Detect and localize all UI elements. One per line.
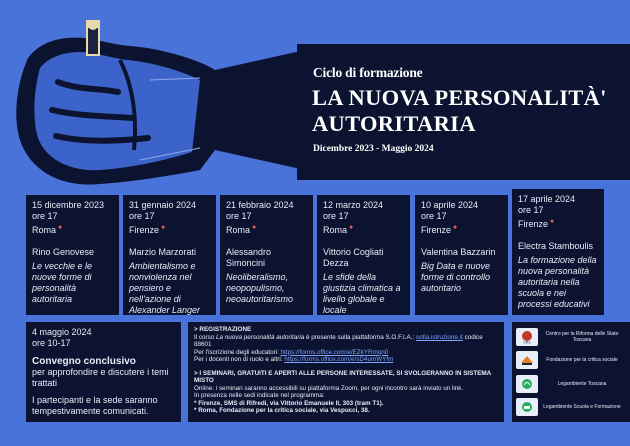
partner-logo-item (516, 372, 626, 396)
location-dot-icon: ● (349, 224, 354, 231)
convegno-desc: per approfondire e discutere i temi trattati (32, 367, 169, 388)
seminari-online: Online: i seminari saranno accessibili su piattaforma Zoom, per ogni incontro sarà inviato un link. (194, 384, 464, 392)
session-speaker: Electra Stamboulis (518, 241, 594, 251)
session-time: ore 17 (226, 211, 252, 221)
registration-line-1: Il corso La nuova personalità autoritaria è presente sulla piattaforma S.O.F.I.A.: sofia.istruzione.it codice 88601 (194, 333, 483, 348)
convegno-panel (26, 322, 181, 422)
convegno-note: I partecipanti e la sede saranno tempestivamente comunicati. (32, 395, 158, 416)
partner-name: Centro per la Riforma dello Stato Toscana (545, 330, 619, 343)
session-city: Roma ● (226, 224, 257, 235)
registration-line-2: Per l'iscrizione degli educatori: https://forms.office.com/e/EZkYRmqn0 (194, 348, 389, 356)
session-card (512, 189, 604, 315)
location-dot-icon: ● (58, 224, 63, 231)
title-panel (297, 44, 630, 180)
location-dot-icon: ● (453, 224, 458, 231)
session-time: ore 17 (421, 211, 447, 221)
convegno-time: ore 10-17 (32, 338, 71, 348)
location-dot-icon: ● (161, 224, 166, 231)
session-speaker: Alessandro Simoncini (226, 247, 272, 268)
session-speaker: Valentina Bazzarin (421, 247, 496, 257)
session-topic: Ambientalismo e nonviolenza nel pensiero e nell'azione di Alexander Langer (129, 261, 201, 315)
convegno-title: Convegno conclusivo (32, 356, 136, 367)
legambiente-scuola-logo-icon (516, 398, 538, 416)
session-time: ore 17 (32, 211, 58, 221)
session-date: 31 gennaio 2024 (129, 200, 197, 210)
date-range: Dicembre 2023 - Maggio 2024 (313, 144, 434, 154)
convegno-date: 4 maggio 2024 (32, 327, 92, 337)
session-topic: Le sfide della giustizia climatica a livello globale e locale (323, 272, 401, 315)
partner-logo-item (516, 325, 626, 349)
session-speaker: Marzio Marzorati (129, 247, 197, 257)
title-line-1: LA NUOVA PERSONALITÀ' (312, 85, 607, 110)
seminari-heading: > I SEMINARI, GRATUITI E APERTI ALLE PERSONE INTERESSATE, SI SVOLGERANNO IN SISTEMA MISTO (194, 369, 491, 384)
session-city: Firenze ● (518, 218, 555, 229)
seminari-presenza: In presenza nelle sedi indicate nel programma: (194, 392, 325, 399)
location-dot-icon: ● (550, 218, 555, 225)
registration-heading: > REGISTRAZIONE (194, 326, 252, 333)
info-panel (188, 322, 504, 422)
legambiente-logo-icon (516, 375, 538, 393)
session-card (26, 195, 119, 315)
session-topic: Neoliberalismo, neopopulismo, neoautoritarismo (226, 272, 294, 304)
partner-logo-item (516, 349, 626, 373)
session-city: Roma ● (323, 224, 354, 235)
partner-name: Legambiente Scuola e Formazione (543, 404, 621, 411)
partner-name: Fondazione per la critica sociale (546, 357, 618, 364)
svg-text:CRS: CRS (523, 340, 531, 344)
session-city: Firenze ● (129, 224, 166, 235)
session-card (123, 195, 216, 315)
fondazione-logo-icon (516, 351, 538, 369)
title-line-2: AUTORITARIA (312, 111, 476, 136)
page-title (312, 85, 607, 137)
registration-line-3: Per i docenti non di ruolo e altri: https://forms.office.com/e/sD4umWYfm (194, 356, 394, 363)
session-city: Firenze ● (421, 224, 458, 235)
session-date: 17 aprile 2024 (518, 194, 576, 204)
session-topic: La formazione della nuova personalità autoritaria nella scuola e nei processi educativi (518, 255, 597, 309)
session-date: 10 aprile 2024 (421, 200, 479, 210)
crs-logo-icon (516, 328, 538, 346)
series-label: Ciclo di formazione (313, 65, 423, 80)
educatori-form-link[interactable]: https://forms.office.com/e/EZkYRmqn0 (280, 348, 389, 356)
fist-illustration (0, 20, 305, 190)
session-card (220, 195, 313, 315)
session-time: ore 17 (129, 211, 155, 221)
session-time: ore 17 (518, 205, 544, 215)
session-date: 12 marzo 2024 (323, 200, 384, 210)
session-date: 21 febbraio 2024 (226, 200, 294, 210)
session-card (317, 195, 410, 315)
sofia-link[interactable]: sofia.istruzione.it (415, 333, 463, 341)
session-time: ore 17 (323, 211, 349, 221)
location-dot-icon: ● (252, 224, 257, 231)
session-city: Roma ● (32, 224, 63, 235)
session-topic: Le vecchie e le nuove forme di personalità autoritaria (32, 261, 93, 304)
venue-firenze: * Firenze, SMS di Rifredi, via Vittorio Emanuele II, 303 (tram T1). (194, 399, 384, 407)
docenti-form-link[interactable]: https://forms.office.com/e/sD4umWYfm (284, 356, 394, 363)
venue-roma: * Roma, Fondazione per la critica sociale, via Vespucci, 38. (194, 407, 370, 414)
partner-logos (512, 322, 630, 422)
session-card (415, 195, 508, 315)
session-speaker: Rino Genovese (32, 247, 95, 257)
session-date: 15 dicembre 2023 (32, 200, 105, 210)
session-speaker: Vittorio Cogliati Dezza (323, 247, 384, 268)
partner-name: Legambiente Toscana (557, 380, 607, 387)
session-topic: Big Data e nuove forme di controllo autoritario (421, 261, 491, 293)
partner-logo-item (516, 396, 626, 420)
